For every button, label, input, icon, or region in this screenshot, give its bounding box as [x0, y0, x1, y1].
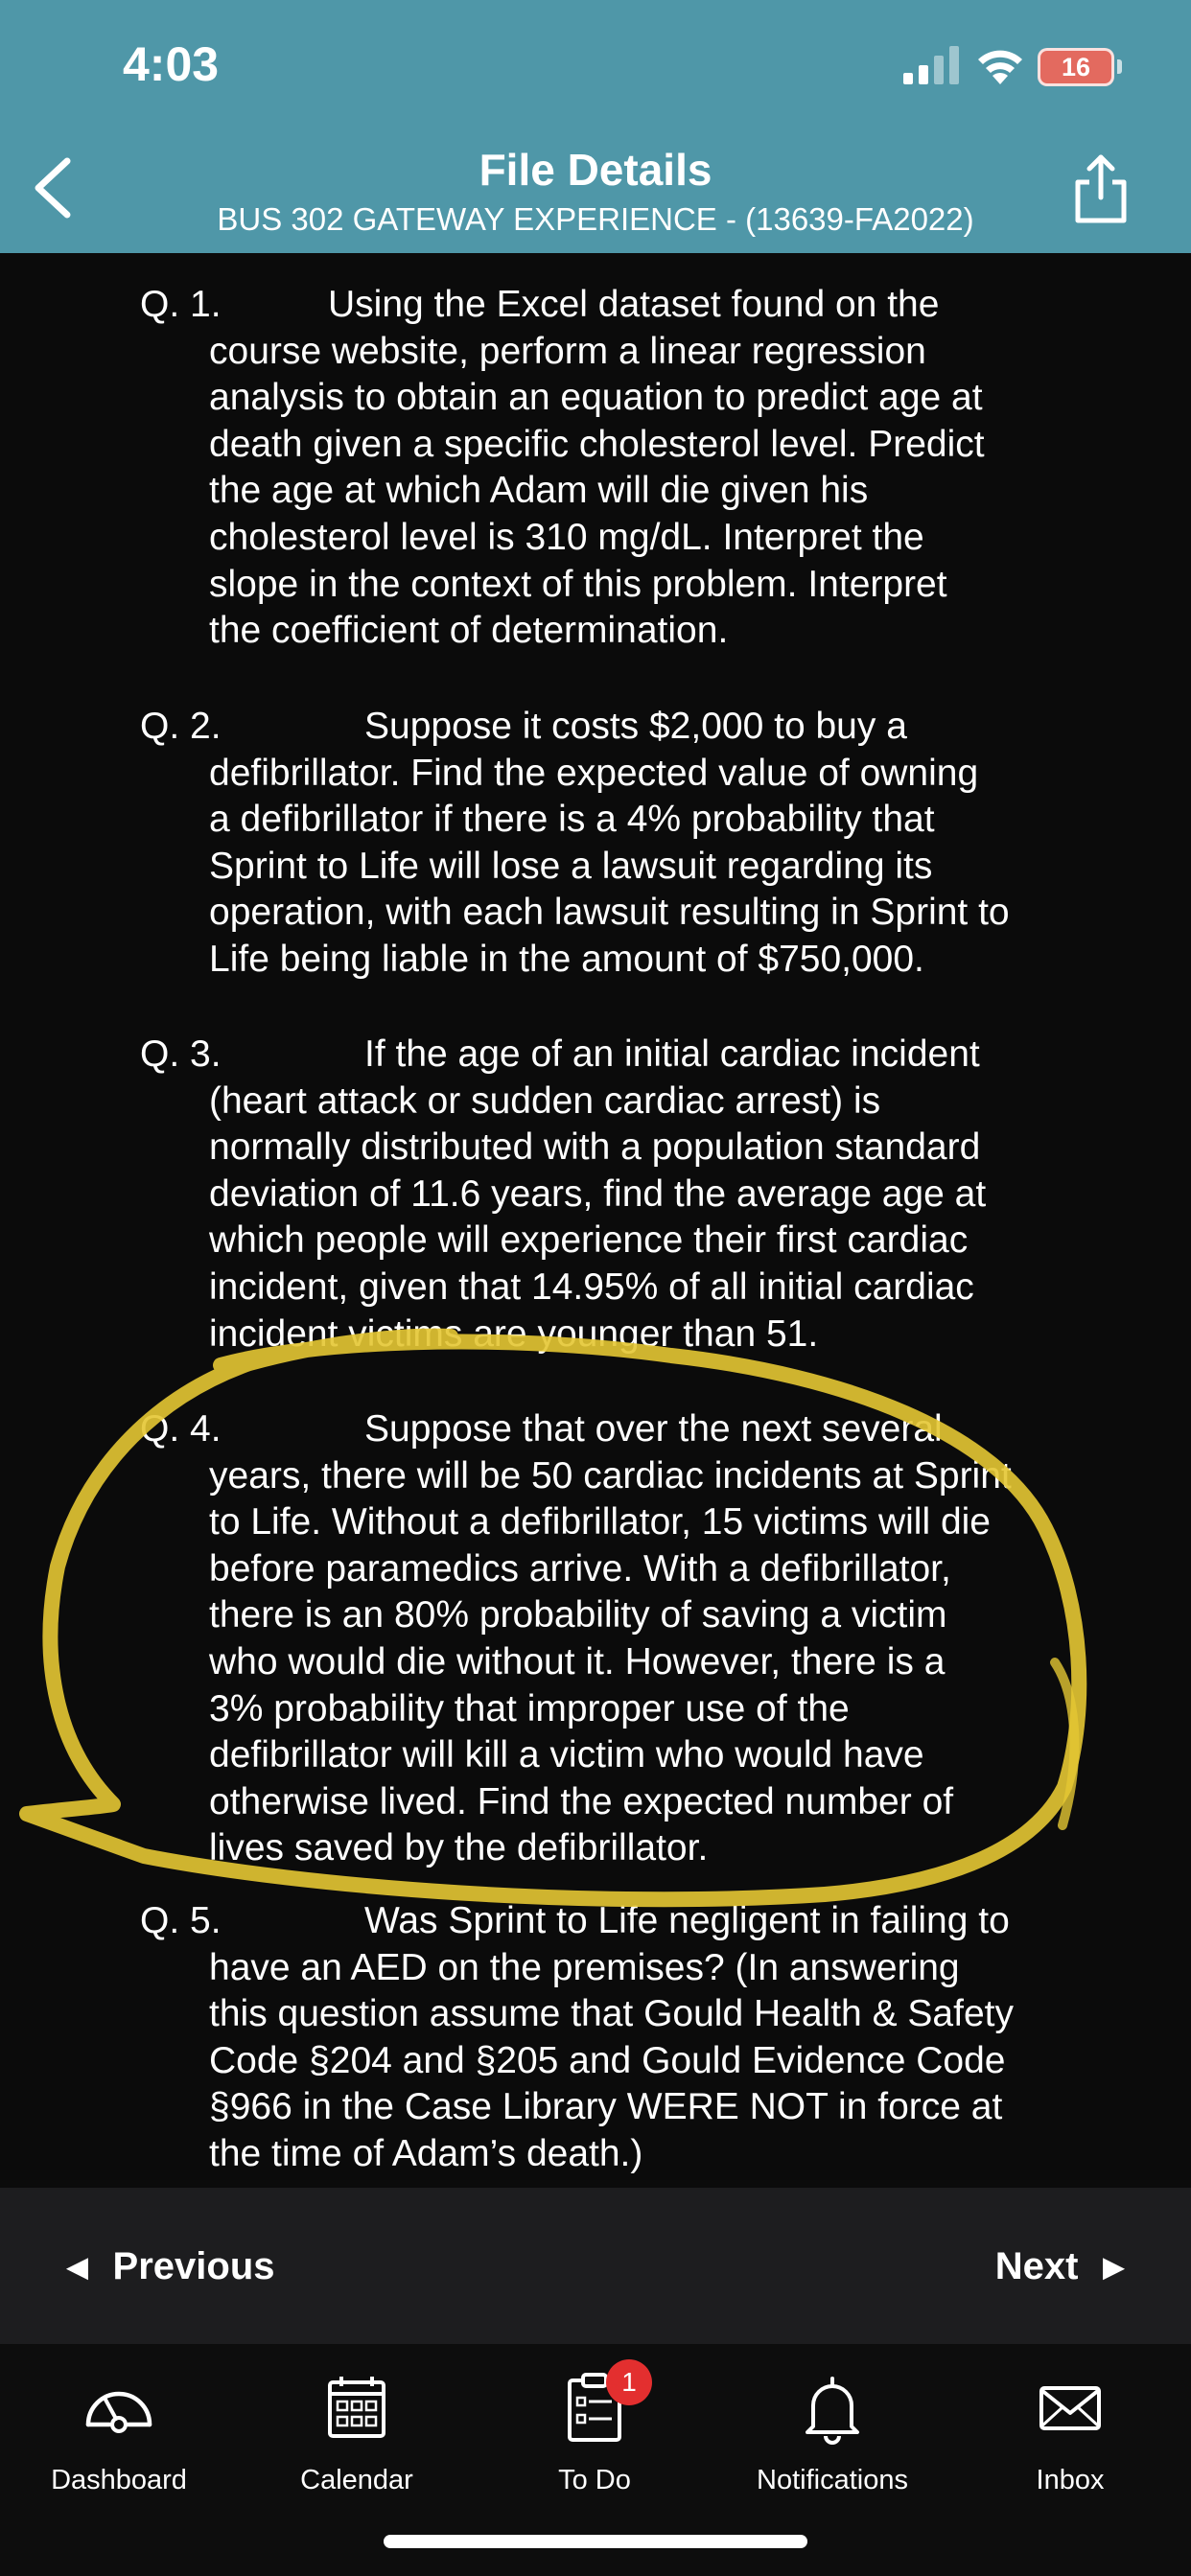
next-label: Next [994, 2244, 1079, 2287]
text-line: which people will experience their first cardiac [209, 1219, 969, 1262]
text-line: defibrillator. Find the expected value of owning [209, 752, 979, 794]
text-line: Code §204 and §205 and Gould Evidence Code [209, 2039, 1006, 2081]
text-line: Sprint to Life will lose a lawsuit regarding its [209, 845, 933, 887]
question-5-text [209, 1898, 1072, 2178]
pager-bar [0, 2188, 1191, 2344]
text-line: there is an 80% probability of saving a victim [209, 1594, 947, 1636]
question-4-text [209, 1406, 1072, 1872]
todo-badge: 1 [606, 2359, 652, 2405]
text-line: Suppose it costs $2,000 to buy a [364, 706, 907, 747]
document-viewer[interactable] [0, 253, 1191, 2188]
text-line: years, there will be 50 cardiac incidents at Sprint [209, 1454, 1012, 1497]
tab-dashboard[interactable] [4, 2369, 234, 2513]
tab-label: Dashboard [51, 2465, 187, 2495]
text-line: otherwise lived. Find the expected number of [209, 1780, 954, 1822]
caret-left-icon: ◀ [67, 2251, 88, 2282]
text-line: Using the Excel dataset found on the [328, 284, 940, 325]
text-line: death given a specific cholesterol level. Predict [209, 423, 985, 465]
text-line: cholesterol level is 310 mg/dL. Interpret the [209, 516, 924, 558]
tab-label: Calendar [300, 2465, 413, 2495]
text-line: the coefficient of determination. [209, 610, 729, 652]
dashboard-icon [81, 2369, 157, 2446]
text-line: who would die without it. However, there is a [209, 1640, 946, 1683]
text-line: 3% probability that improper use of the [209, 1687, 850, 1729]
text-line: If the age of an initial cardiac incident [364, 1033, 980, 1075]
tab-inbox[interactable] [955, 2369, 1185, 2513]
text-line: incident, given that 14.95% of all initial cardiac [209, 1265, 974, 1308]
text-line: Was Sprint to Life negligent in failing to [364, 1900, 1010, 1941]
caret-right-icon: ▶ [1103, 2251, 1124, 2282]
todo-icon-wrap [556, 2367, 637, 2446]
tab-label: Inbox [1036, 2465, 1105, 2495]
home-indicator [384, 2535, 807, 2548]
question-number: Q. 3. [140, 1033, 222, 1075]
course-subtitle: BUS 302 GATEWAY EXPERIENCE - (13639-FA2022) [217, 201, 974, 237]
text-line: Suppose that over the next several [364, 1408, 943, 1450]
page-title: File Details [479, 145, 712, 195]
text-line: the age at which Adam will die given his [209, 470, 869, 512]
previous-button[interactable] [67, 2239, 275, 2293]
text-line: incident victims are younger than 51. [209, 1312, 819, 1355]
question-3-text [209, 1032, 1072, 1358]
text-line: analysis to obtain an equation to predict age at [209, 377, 983, 419]
text-line: §966 in the Case Library WERE NOT in force at [209, 2086, 1003, 2128]
cellular-signal-icon [903, 46, 959, 84]
text-line: this question assume that Gould Health & Safety [209, 1993, 1014, 2035]
previous-label: Previous [112, 2244, 275, 2287]
text-line: before paramedics arrive. With a defibrillator, [209, 1547, 951, 1590]
text-line: (heart attack or sudden cardiac arrest) is [209, 1079, 881, 1122]
battery-level: 16 [1061, 53, 1091, 81]
envelope-icon [1032, 2369, 1109, 2446]
bottom-tab-bar [0, 2344, 1191, 2576]
next-button[interactable] [995, 2239, 1124, 2293]
header [0, 0, 1191, 253]
text-line: a defibrillator if there is a 4% probability that [209, 799, 935, 841]
question-number: Q. 5. [140, 1900, 222, 1941]
tab-todo[interactable] [479, 2369, 710, 2513]
tab-label: Notifications [757, 2465, 908, 2495]
question-number: Q. 2. [140, 706, 222, 747]
tab-notifications[interactable] [717, 2369, 947, 2513]
calendar-icon [318, 2369, 395, 2446]
question-number: Q. 4. [140, 1408, 222, 1450]
question-1-text [209, 282, 1072, 655]
text-line: course website, perform a linear regression [209, 330, 926, 372]
text-line: Life being liable in the amount of $750,000. [209, 938, 924, 980]
text-line: normally distributed with a population standard [209, 1126, 981, 1169]
text-line: deviation of 11.6 years, find the average age at [209, 1172, 987, 1215]
question-number: Q. 1. [140, 284, 222, 325]
tab-label: To Do [558, 2465, 631, 2495]
question-2-text [209, 704, 1072, 984]
battery-indicator [1038, 48, 1114, 86]
text-line: have an AED on the premises? (In answering [209, 1946, 960, 1988]
text-line: lives saved by the defibrillator. [209, 1827, 709, 1869]
text-line: operation, with each lawsuit resulting in Sprint to [209, 892, 1010, 934]
status-time: 4:03 [123, 37, 220, 91]
text-line: slope in the context of this problem. Interpret [209, 563, 947, 605]
bell-icon [794, 2369, 871, 2446]
tab-calendar[interactable] [242, 2369, 472, 2513]
share-icon[interactable] [1070, 153, 1132, 224]
text-line: to Life. Without a defibrillator, 15 victims will die [209, 1501, 992, 1543]
text-line: defibrillator will kill a victim who would have [209, 1734, 924, 1776]
battery-nub [1117, 59, 1122, 74]
wifi-icon [974, 42, 1026, 84]
text-line: the time of Adam’s death.) [209, 2132, 643, 2174]
